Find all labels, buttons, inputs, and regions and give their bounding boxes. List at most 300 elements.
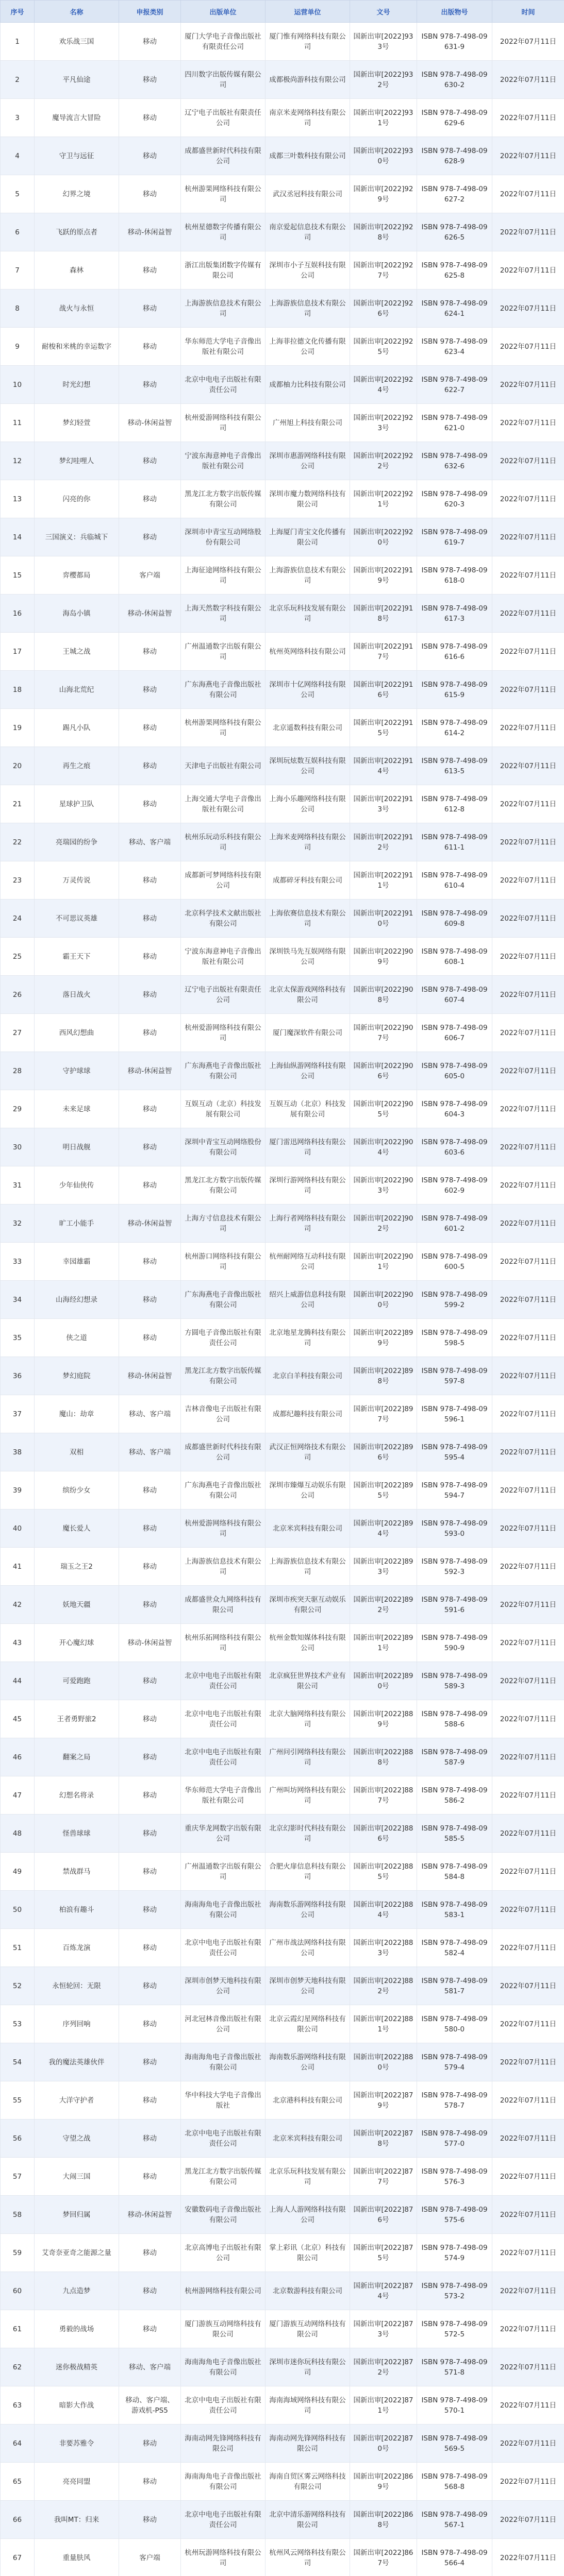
table-row <box>1 518 564 556</box>
cell-index: 61 <box>1 2310 35 2348</box>
cell-operator: 成都极尚游科技有限公司 <box>266 61 350 99</box>
cell-publisher: 北京中电电子出版社有限责任公司 <box>181 2386 266 2425</box>
cell-isbn: ISBN 978-7-498-09577-0 <box>417 2120 492 2158</box>
cell-name: 王者勇野旅2 <box>35 1700 119 1738</box>
cell-category: 移动 <box>119 2081 181 2120</box>
header-operator: 运营单位 <box>266 1 350 23</box>
cell-publisher: 华东师范大学电子音像出版社有限公司 <box>181 328 266 366</box>
cell-index: 23 <box>1 861 35 900</box>
cell-name: 翻案之局 <box>35 1738 119 1776</box>
cell-isbn: ISBN 978-7-498-09614-2 <box>417 709 492 747</box>
cell-isbn: ISBN 978-7-498-09583-1 <box>417 1891 492 1929</box>
cell-name: 森林 <box>35 251 119 290</box>
cell-name: 亮亮同盟 <box>35 2463 119 2501</box>
table-row <box>1 1433 564 1471</box>
cell-isbn: ISBN 978-7-498-09584-8 <box>417 1853 492 1891</box>
cell-publisher: 四川数字出版传媒有限公司 <box>181 61 266 99</box>
cell-approval-no: 国新出审[2022]900号 <box>350 1281 417 1319</box>
cell-date: 2022年07月11日 <box>492 747 564 785</box>
cell-date: 2022年07月11日 <box>492 785 564 823</box>
cell-name: 未来足球 <box>35 1090 119 1128</box>
cell-name: 序列回响 <box>35 2005 119 2043</box>
cell-approval-no: 国新出审[2022]928号 <box>350 213 417 251</box>
cell-category: 移动、客户端 <box>119 2348 181 2386</box>
cell-publisher: 互娱互动（北京）科技发展有限公司 <box>181 1090 266 1128</box>
cell-operator: 深圳市惠游网络科技有限公司 <box>266 442 350 480</box>
cell-date: 2022年07月11日 <box>492 861 564 900</box>
cell-approval-no: 国新出审[2022]875号 <box>350 2234 417 2272</box>
cell-category: 移动 <box>119 1738 181 1776</box>
cell-index: 38 <box>1 1433 35 1471</box>
cell-isbn: ISBN 978-7-498-09595-4 <box>417 1433 492 1471</box>
cell-isbn: ISBN 978-7-498-09593-0 <box>417 1510 492 1548</box>
cell-name: 明日战舰 <box>35 1128 119 1166</box>
cell-publisher: 杭州游果网络科技有限公司 <box>181 709 266 747</box>
cell-name: 守望之战 <box>35 2120 119 2158</box>
cell-operator: 海南数乐游网络科技有限公司 <box>266 1891 350 1929</box>
cell-approval-no: 国新出审[2022]886号 <box>350 1815 417 1853</box>
cell-publisher: 杭州爱游网络科技有限公司 <box>181 1510 266 1548</box>
cell-operator: 北京中清乐游网络科技有限公司 <box>266 2501 350 2539</box>
cell-name: 梦回归属 <box>35 2196 119 2234</box>
table-row <box>1 137 564 175</box>
cell-publisher: 宁波东海意神电子音像出版社有限公司 <box>181 442 266 480</box>
cell-name: 柏浪有趣斗 <box>35 1891 119 1929</box>
cell-publisher: 杭州乐玩动乐科技有限公司 <box>181 823 266 861</box>
cell-isbn: ISBN 978-7-498-09587-9 <box>417 1738 492 1776</box>
cell-operator: 北京地星龙腾科技有限公司 <box>266 1319 350 1357</box>
table-row <box>1 633 564 671</box>
cell-publisher: 河北冠林音像出版社有限公司 <box>181 2005 266 2043</box>
table-body <box>1 23 564 2576</box>
cell-name: 幸园雄霸 <box>35 1243 119 1281</box>
cell-name: 可爱跑跑 <box>35 1662 119 1700</box>
cell-approval-no: 国新出审[2022]908号 <box>350 976 417 1014</box>
cell-category: 移动-休闲益智 <box>119 1205 181 1243</box>
cell-category: 移动 <box>119 1281 181 1319</box>
cell-index: 17 <box>1 633 35 671</box>
cell-date: 2022年07月11日 <box>492 480 564 518</box>
cell-category: 移动 <box>119 709 181 747</box>
cell-isbn: ISBN 978-7-498-09591-6 <box>417 1586 492 1624</box>
table-row <box>1 900 564 938</box>
cell-category: 移动 <box>119 2005 181 2043</box>
cell-name: 西风幻想曲 <box>35 1014 119 1052</box>
cell-index: 18 <box>1 671 35 709</box>
cell-date: 2022年07月11日 <box>492 2348 564 2386</box>
cell-isbn: ISBN 978-7-498-09622-7 <box>417 366 492 404</box>
cell-name: 大洋守护者 <box>35 2081 119 2120</box>
cell-approval-no: 国新出审[2022]876号 <box>350 2196 417 2234</box>
cell-approval-no: 国新出审[2022]912号 <box>350 823 417 861</box>
cell-approval-no: 国新出审[2022]869号 <box>350 2463 417 2501</box>
cell-index: 1 <box>1 23 35 61</box>
cell-approval-no: 国新出审[2022]929号 <box>350 175 417 213</box>
cell-publisher: 上海征途网络科技有限公司 <box>181 556 266 595</box>
cell-approval-no: 国新出审[2022]896号 <box>350 1433 417 1471</box>
cell-operator: 深圳市臻爆互动娱乐有限公司 <box>266 1471 350 1510</box>
cell-category: 移动 <box>119 633 181 671</box>
table-row <box>1 99 564 137</box>
cell-name: 平凡仙途 <box>35 61 119 99</box>
cell-category: 移动 <box>119 1166 181 1205</box>
cell-operator: 杭州金数知媒体科技有限公司 <box>266 1624 350 1662</box>
cell-isbn: ISBN 978-7-498-09611-1 <box>417 823 492 861</box>
cell-category: 移动-休闲益智 <box>119 1624 181 1662</box>
cell-approval-no: 国新出审[2022]906号 <box>350 1052 417 1090</box>
cell-category: 移动 <box>119 2272 181 2310</box>
cell-category: 移动 <box>119 1319 181 1357</box>
cell-publisher: 深圳中青宝互动网络股份有限公司 <box>181 1128 266 1166</box>
cell-date: 2022年07月11日 <box>492 2310 564 2348</box>
cell-operator: 上海厦门青宝文化传播有限公司 <box>266 518 350 556</box>
cell-category: 移动 <box>119 785 181 823</box>
table-row <box>1 2120 564 2158</box>
table-row <box>1 2463 564 2501</box>
cell-isbn: ISBN 978-7-498-09581-7 <box>417 1967 492 2005</box>
cell-date: 2022年07月11日 <box>492 1853 564 1891</box>
table-row <box>1 595 564 633</box>
cell-name: 九点造梦 <box>35 2272 119 2310</box>
cell-date: 2022年07月11日 <box>492 595 564 633</box>
table-row <box>1 1205 564 1243</box>
cell-date: 2022年07月11日 <box>492 1776 564 1815</box>
cell-date: 2022年07月11日 <box>492 61 564 99</box>
cell-approval-no: 国新出审[2022]916号 <box>350 671 417 709</box>
cell-isbn: ISBN 978-7-498-09606-7 <box>417 1014 492 1052</box>
cell-date: 2022年07月11日 <box>492 1128 564 1166</box>
table-row <box>1 747 564 785</box>
cell-category: 移动 <box>119 1243 181 1281</box>
cell-approval-no: 国新出审[2022]910号 <box>350 900 417 938</box>
table-row <box>1 2196 564 2234</box>
header-name: 名称 <box>35 1 119 23</box>
cell-date: 2022年07月11日 <box>492 709 564 747</box>
cell-publisher: 宁波东海意神电子音像出版社有限公司 <box>181 938 266 976</box>
cell-date: 2022年07月11日 <box>492 366 564 404</box>
cell-publisher: 杭州玩游网络科技有限公司 <box>181 2539 266 2576</box>
cell-date: 2022年07月11日 <box>492 2272 564 2310</box>
table-row <box>1 1776 564 1815</box>
cell-date: 2022年07月11日 <box>492 1243 564 1281</box>
cell-approval-no: 国新出审[2022]905号 <box>350 1090 417 1128</box>
cell-isbn: ISBN 978-7-498-09609-8 <box>417 900 492 938</box>
cell-operator: 广州叫坊网络科技有限公司 <box>266 1776 350 1815</box>
cell-publisher: 海南海角电子音像出版社有限公司 <box>181 2348 266 2386</box>
cell-date: 2022年07月11日 <box>492 900 564 938</box>
cell-name: 缤纷少女 <box>35 1471 119 1510</box>
cell-publisher: 天津电子出版社有限公司 <box>181 747 266 785</box>
cell-date: 2022年07月11日 <box>492 1357 564 1395</box>
cell-date: 2022年07月11日 <box>492 328 564 366</box>
cell-approval-no: 国新出审[2022]898号 <box>350 1357 417 1395</box>
cell-category: 移动 <box>119 175 181 213</box>
cell-date: 2022年07月11日 <box>492 1624 564 1662</box>
cell-date: 2022年07月11日 <box>492 1319 564 1357</box>
cell-index: 31 <box>1 1166 35 1205</box>
cell-isbn: ISBN 978-7-498-09616-6 <box>417 633 492 671</box>
cell-index: 47 <box>1 1776 35 1815</box>
cell-index: 13 <box>1 480 35 518</box>
cell-category: 移动 <box>119 23 181 61</box>
cell-approval-no: 国新出审[2022]884号 <box>350 1891 417 1929</box>
cell-operator: 上海游族信息技术有限公司 <box>266 556 350 595</box>
cell-category: 移动 <box>119 1471 181 1510</box>
cell-name: 非要苏雅令 <box>35 2425 119 2463</box>
cell-date: 2022年07月11日 <box>492 633 564 671</box>
table-row <box>1 2043 564 2081</box>
cell-isbn: ISBN 978-7-498-09590-9 <box>417 1624 492 1662</box>
cell-date: 2022年07月11日 <box>492 823 564 861</box>
table-row <box>1 785 564 823</box>
cell-date: 2022年07月11日 <box>492 2005 564 2043</box>
cell-isbn: ISBN 978-7-498-09585-5 <box>417 1815 492 1853</box>
cell-publisher: 广州温通数字出版有限公司 <box>181 633 266 671</box>
cell-isbn: ISBN 978-7-498-09570-1 <box>417 2386 492 2425</box>
cell-date: 2022年07月11日 <box>492 442 564 480</box>
cell-index: 26 <box>1 976 35 1014</box>
cell-operator: 杭州英网络科技有限公司 <box>266 633 350 671</box>
cell-isbn: ISBN 978-7-498-09580-0 <box>417 2005 492 2043</box>
cell-category: 客户端 <box>119 556 181 595</box>
cell-publisher: 杭州爱游网络科技有限公司 <box>181 404 266 442</box>
cell-operator: 海南海域网络科技有限公司 <box>266 2386 350 2425</box>
cell-publisher: 杭州乐拓网络科技有限公司 <box>181 1624 266 1662</box>
cell-date: 2022年07月11日 <box>492 1700 564 1738</box>
cell-approval-no: 国新出审[2022]923号 <box>350 404 417 442</box>
cell-index: 36 <box>1 1357 35 1395</box>
cell-name: 时光幻想 <box>35 366 119 404</box>
cell-operator: 北京数游科技有限公司 <box>266 2272 350 2310</box>
cell-index: 46 <box>1 1738 35 1776</box>
cell-date: 2022年07月11日 <box>492 2386 564 2425</box>
cell-operator: 广州市战法网络科技有限公司 <box>266 1929 350 1967</box>
table-row <box>1 938 564 976</box>
cell-isbn: ISBN 978-7-498-09589-3 <box>417 1662 492 1700</box>
cell-publisher: 北京中电电子出版社有限责任公司 <box>181 2501 266 2539</box>
cell-date: 2022年07月11日 <box>492 1586 564 1624</box>
cell-name: 开心魔幻球 <box>35 1624 119 1662</box>
cell-approval-no: 国新出审[2022]917号 <box>350 633 417 671</box>
cell-category: 移动 <box>119 2310 181 2348</box>
cell-publisher: 杭州星德数字传播有限公司 <box>181 213 266 251</box>
cell-index: 10 <box>1 366 35 404</box>
cell-operator: 北京太保游戏网络科技有限公司 <box>266 976 350 1014</box>
cell-date: 2022年07月11日 <box>492 1510 564 1548</box>
cell-index: 20 <box>1 747 35 785</box>
cell-operator: 南京爱起信息技术有限公司 <box>266 213 350 251</box>
cell-isbn: ISBN 978-7-498-09600-5 <box>417 1243 492 1281</box>
cell-date: 2022年07月11日 <box>492 1738 564 1776</box>
cell-operator: 北京乐玩科技发展有限公司 <box>266 595 350 633</box>
cell-category: 移动 <box>119 61 181 99</box>
cell-publisher: 海南海角电子音像出版社有限公司 <box>181 2043 266 2081</box>
cell-operator: 深圳市小子互娱科技有限公司 <box>266 251 350 290</box>
cell-isbn: ISBN 978-7-498-09624-1 <box>417 290 492 328</box>
table-row <box>1 2310 564 2348</box>
cell-approval-no: 国新出审[2022]911号 <box>350 861 417 900</box>
table-row <box>1 61 564 99</box>
cell-isbn: ISBN 978-7-498-09621-0 <box>417 404 492 442</box>
cell-approval-no: 国新出审[2022]889号 <box>350 1700 417 1738</box>
cell-operator: 深圳市创梦天地科技有限公司 <box>266 1967 350 2005</box>
table-row <box>1 1014 564 1052</box>
cell-isbn: ISBN 978-7-498-09574-9 <box>417 2234 492 2272</box>
cell-approval-no: 国新出审[2022]924号 <box>350 366 417 404</box>
cell-isbn: ISBN 978-7-498-09576-3 <box>417 2158 492 2196</box>
cell-operator: 掌上彩讯（北京）科技有限公司 <box>266 2234 350 2272</box>
cell-name: 梦幻轻萱 <box>35 404 119 442</box>
cell-name: 魔山：劫章 <box>35 1395 119 1433</box>
cell-category: 移动 <box>119 1815 181 1853</box>
table-row <box>1 1471 564 1510</box>
cell-name: 梦幻哇哩人 <box>35 442 119 480</box>
cell-category: 移动 <box>119 1510 181 1548</box>
table-row <box>1 1700 564 1738</box>
cell-isbn: ISBN 978-7-498-09626-5 <box>417 213 492 251</box>
cell-isbn: ISBN 978-7-498-09618-0 <box>417 556 492 595</box>
table-row <box>1 290 564 328</box>
cell-operator: 上海人人游网络科技有限公司 <box>266 2196 350 2234</box>
cell-category: 移动 <box>119 518 181 556</box>
cell-index: 54 <box>1 2043 35 2081</box>
cell-publisher: 成都新可梦网络科技有限公司 <box>181 861 266 900</box>
cell-category: 移动-休闲益智 <box>119 404 181 442</box>
cell-name: 旷工小能手 <box>35 1205 119 1243</box>
cell-approval-no: 国新出审[2022]907号 <box>350 1014 417 1052</box>
cell-isbn: ISBN 978-7-498-09613-5 <box>417 747 492 785</box>
cell-isbn: ISBN 978-7-498-09571-8 <box>417 2348 492 2386</box>
table-header-row <box>1 1 564 23</box>
cell-approval-no: 国新出审[2022]927号 <box>350 251 417 290</box>
cell-operator: 广州问引网络科技有限公司 <box>266 1738 350 1776</box>
cell-isbn: ISBN 978-7-498-09603-6 <box>417 1128 492 1166</box>
cell-operator: 上海仙纵游网络科技有限公司 <box>266 1052 350 1090</box>
cell-name: 守卫与远征 <box>35 137 119 175</box>
table-row <box>1 480 564 518</box>
table-row <box>1 23 564 61</box>
header-approval-no: 文号 <box>350 1 417 23</box>
cell-approval-no: 国新出审[2022]894号 <box>350 1510 417 1548</box>
cell-publisher: 海南海角电子音像出版社有限公司 <box>181 2463 266 2501</box>
cell-operator: 深圳玩炫数互娱科技有限公司 <box>266 747 350 785</box>
cell-index: 43 <box>1 1624 35 1662</box>
cell-category: 移动 <box>119 2158 181 2196</box>
cell-isbn: ISBN 978-7-498-09601-2 <box>417 1205 492 1243</box>
cell-category: 移动 <box>119 1891 181 1929</box>
cell-date: 2022年07月11日 <box>492 938 564 976</box>
cell-index: 25 <box>1 938 35 976</box>
cell-category: 移动 <box>119 747 181 785</box>
cell-approval-no: 国新出审[2022]920号 <box>350 518 417 556</box>
cell-category: 移动 <box>119 976 181 1014</box>
cell-operator: 上海菲拉德文化传播有限公司 <box>266 328 350 366</box>
cell-approval-no: 国新出审[2022]882号 <box>350 1967 417 2005</box>
cell-date: 2022年07月11日 <box>492 1891 564 1929</box>
cell-operator: 深圳市疾突天驱互动娱乐有限公司 <box>266 1586 350 1624</box>
cell-index: 67 <box>1 2539 35 2576</box>
cell-date: 2022年07月11日 <box>492 213 564 251</box>
cell-approval-no: 国新出审[2022]902号 <box>350 1205 417 1243</box>
cell-isbn: ISBN 978-7-498-09567-1 <box>417 2501 492 2539</box>
cell-publisher: 广东海燕电子音像出版社有限公司 <box>181 1471 266 1510</box>
cell-category: 移动 <box>119 1776 181 1815</box>
cell-index: 57 <box>1 2158 35 2196</box>
cell-operator: 北京乐玩科技发展有限公司 <box>266 2158 350 2196</box>
cell-index: 58 <box>1 2196 35 2234</box>
cell-operator: 深圳市迷你玩科技有限公司 <box>266 2348 350 2386</box>
cell-date: 2022年07月11日 <box>492 23 564 61</box>
cell-name: 永恒轮回：无限 <box>35 1967 119 2005</box>
cell-publisher: 北京中电电子出版社有限责任公司 <box>181 1700 266 1738</box>
cell-category: 移动 <box>119 1586 181 1624</box>
cell-approval-no: 国新出审[2022]893号 <box>350 1548 417 1586</box>
cell-isbn: ISBN 978-7-498-09573-2 <box>417 2272 492 2310</box>
cell-name: 守护球球 <box>35 1052 119 1090</box>
cell-approval-no: 国新出审[2022]879号 <box>350 2081 417 2120</box>
cell-publisher: 深圳市创梦天地科技有限公司 <box>181 1967 266 2005</box>
cell-publisher: 广州温通数字出版有限公司 <box>181 1853 266 1891</box>
cell-approval-no: 国新出审[2022]901号 <box>350 1243 417 1281</box>
cell-publisher: 北京中电电子出版社有限责任公司 <box>181 1662 266 1700</box>
table-row <box>1 1243 564 1281</box>
cell-isbn: ISBN 978-7-498-09607-4 <box>417 976 492 1014</box>
cell-approval-no: 国新出审[2022]918号 <box>350 595 417 633</box>
cell-publisher: 杭州游网络科技有限公司 <box>181 2272 266 2310</box>
cell-operator: 武汉丞冠科技有限公司 <box>266 175 350 213</box>
table-row <box>1 1738 564 1776</box>
table-row <box>1 1891 564 1929</box>
cell-publisher: 上海游族信息技术有限公司 <box>181 1548 266 1586</box>
cell-publisher: 广东海燕电子音像出版社有限公司 <box>181 1281 266 1319</box>
cell-approval-no: 国新出审[2022]919号 <box>350 556 417 595</box>
cell-index: 40 <box>1 1510 35 1548</box>
cell-approval-no: 国新出审[2022]904号 <box>350 1128 417 1166</box>
cell-name: 踢凡小队 <box>35 709 119 747</box>
cell-isbn: ISBN 978-7-498-09596-1 <box>417 1395 492 1433</box>
cell-isbn: ISBN 978-7-498-09628-9 <box>417 137 492 175</box>
cell-category: 移动 <box>119 1014 181 1052</box>
cell-operator: 上海依赛信息技术有限公司 <box>266 900 350 938</box>
cell-publisher: 杭州游口网络科技有限公司 <box>181 1243 266 1281</box>
cell-category: 移动-休闲益智 <box>119 2196 181 2234</box>
cell-publisher: 方圆电子音像出版社有限责任公司 <box>181 1319 266 1357</box>
cell-isbn: ISBN 978-7-498-09566-4 <box>417 2539 492 2576</box>
table-row <box>1 556 564 595</box>
cell-name: 迷你极战精英 <box>35 2348 119 2386</box>
cell-approval-no: 国新出审[2022]897号 <box>350 1395 417 1433</box>
cell-operator: 上海米麦网络科技有限公司 <box>266 823 350 861</box>
cell-date: 2022年07月11日 <box>492 1471 564 1510</box>
cell-operator: 成都纪趣科技有限公司 <box>266 1395 350 1433</box>
cell-name: 我叫MT：归来 <box>35 2501 119 2539</box>
cell-isbn: ISBN 978-7-498-09579-4 <box>417 2043 492 2081</box>
cell-category: 移动 <box>119 328 181 366</box>
cell-approval-no: 国新出审[2022]878号 <box>350 2120 417 2158</box>
cell-index: 24 <box>1 900 35 938</box>
cell-index: 45 <box>1 1700 35 1738</box>
cell-publisher: 杭州游果网络科技有限公司 <box>181 175 266 213</box>
cell-category: 移动、客户端 <box>119 1395 181 1433</box>
cell-category: 移动 <box>119 366 181 404</box>
cell-category: 移动 <box>119 938 181 976</box>
table-row <box>1 328 564 366</box>
cell-isbn: ISBN 978-7-498-09598-5 <box>417 1319 492 1357</box>
cell-date: 2022年07月11日 <box>492 1662 564 1700</box>
cell-approval-no: 国新出审[2022]915号 <box>350 709 417 747</box>
cell-operator: 厦门惟有网络科技有限公司 <box>266 23 350 61</box>
cell-publisher: 北京科学技术文献出版社有限公司 <box>181 900 266 938</box>
